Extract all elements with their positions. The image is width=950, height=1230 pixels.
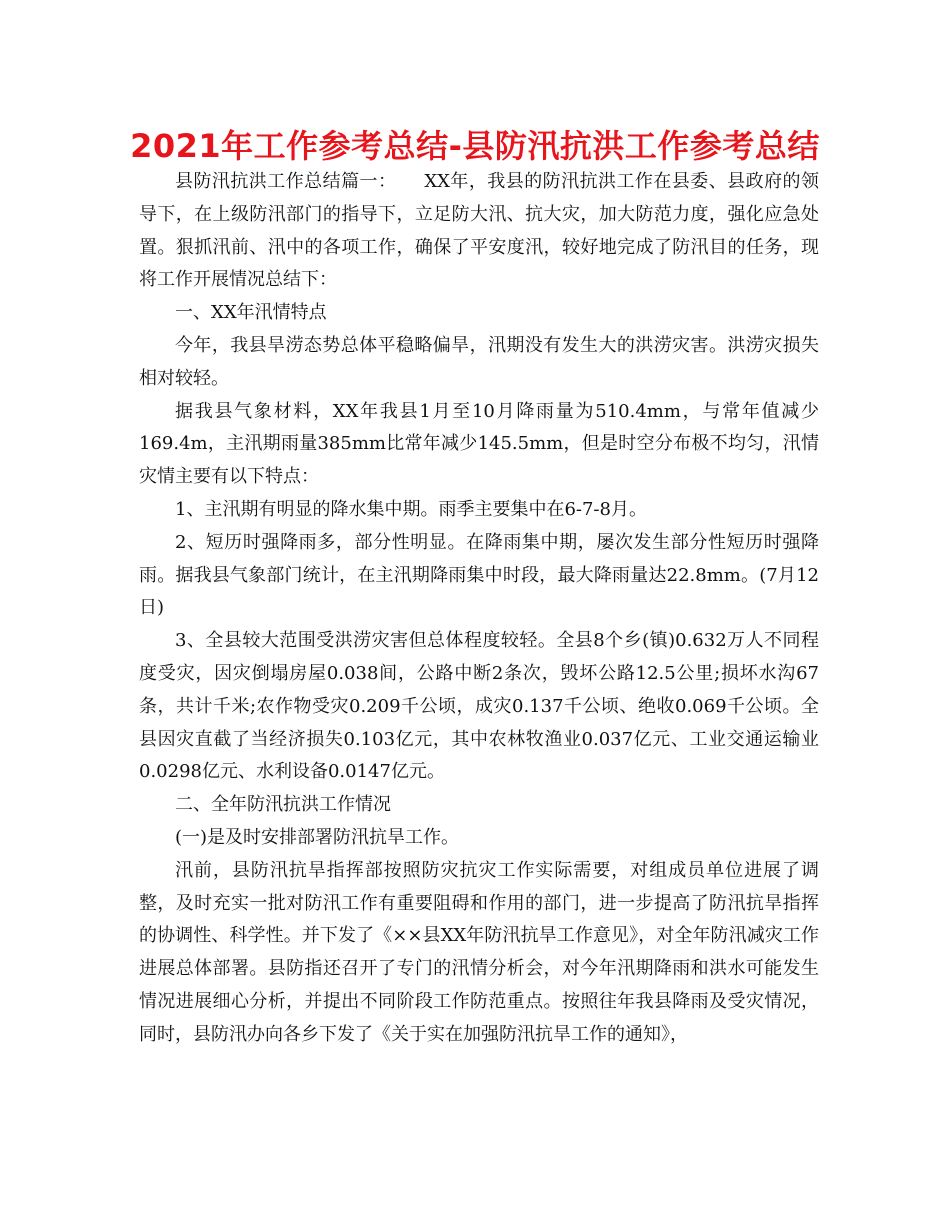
paragraph-overview: 今年，我县旱涝态势总体平稳略偏旱，汛期没有发生大的洪涝灾害。洪涝灾损失相对较轻。 bbox=[139, 334, 819, 389]
document-body bbox=[139, 166, 819, 1052]
paragraph-rainfall-data: 据我县气象材料，XX年我县1月至10月降雨量为510.4mm，与常年值减少169.4m，主汛期雨量385mm比常年减少145.5mm，但是时空分布极不均匀，汛情灾情主要有以下特点： bbox=[139, 400, 819, 488]
section-heading-flood-features: 一、XX年汛情特点 bbox=[175, 302, 327, 324]
paragraph-intro: 县防汛抗洪工作总结篇一： XX年，我县的防汛抗洪工作在县委、县政府的领导下，在上级防汛部门的指导下，立足防大汛、抗大灾，加大防范力度，强化应急处置。狠抓汛前、汛中的各项工作，确保了平安度汛，较好地完成了防汛目的任务，现将工作开展情况总结下： bbox=[139, 171, 819, 291]
paragraph-deployment-detail: 汛前，县防汛抗旱指挥部按照防灾抗灾工作实际需要，对组成员单位进展了调整，及时充实一批对防汛工作有重要阻碍和作用的部门，进一步提高了防汛抗旱指挥的协调性、科学性。并下发了《××县XX年防汛抗旱工作意见》，对全年防汛减灾工作进展总体部署。县防指还召开了专门的汛情分析会，对今年汛期降雨和洪水可能发生情况进展细心分析，并提出不同阶段工作防范重点。按照往年我县降雨及受灾情况，同时，县防汛办向各乡下发了《关于实在加强防汛抗旱工作的通知》， bbox=[139, 859, 819, 1045]
section-heading-annual-work: 二、全年防汛抗洪工作情况 bbox=[175, 794, 391, 816]
list-item-feature-2: 2、短历时强降雨多，部分性明显。在降雨集中期，屡次发生部分性短历时强降雨。据我县气象部门统计，在主汛期降雨集中时段，最大降雨量达22.8mm。(7月12日) bbox=[139, 531, 819, 619]
list-item-feature-1: 1、主汛期有明显的降水集中期。雨季主要集中在6-7-8月。 bbox=[175, 498, 647, 520]
subsection-heading-deployment: (一)是及时安排部署防汛抗旱工作。 bbox=[175, 826, 460, 848]
list-item-feature-3: 3、全县较大范围受洪涝灾害但总体程度较轻。全县8个乡(镇)0.632万人不同程度受灾，因灾倒塌房屋0.038间，公路中断2条次，毁坏公路12.5公里;损坏水沟67条，共计千米;农作物受灾0.209千公顷，成灾0.137千公顷、绝收0.069千公顷。全县因灾直截了当经济损失0.103亿元，其中农林牧渔业0.037亿元、工业交通运输业0.0298亿元、水利设备0.0147亿元。 bbox=[139, 630, 819, 783]
document-title: 2021年工作参考总结-县防汛抗洪工作参考总结 bbox=[130, 127, 820, 165]
